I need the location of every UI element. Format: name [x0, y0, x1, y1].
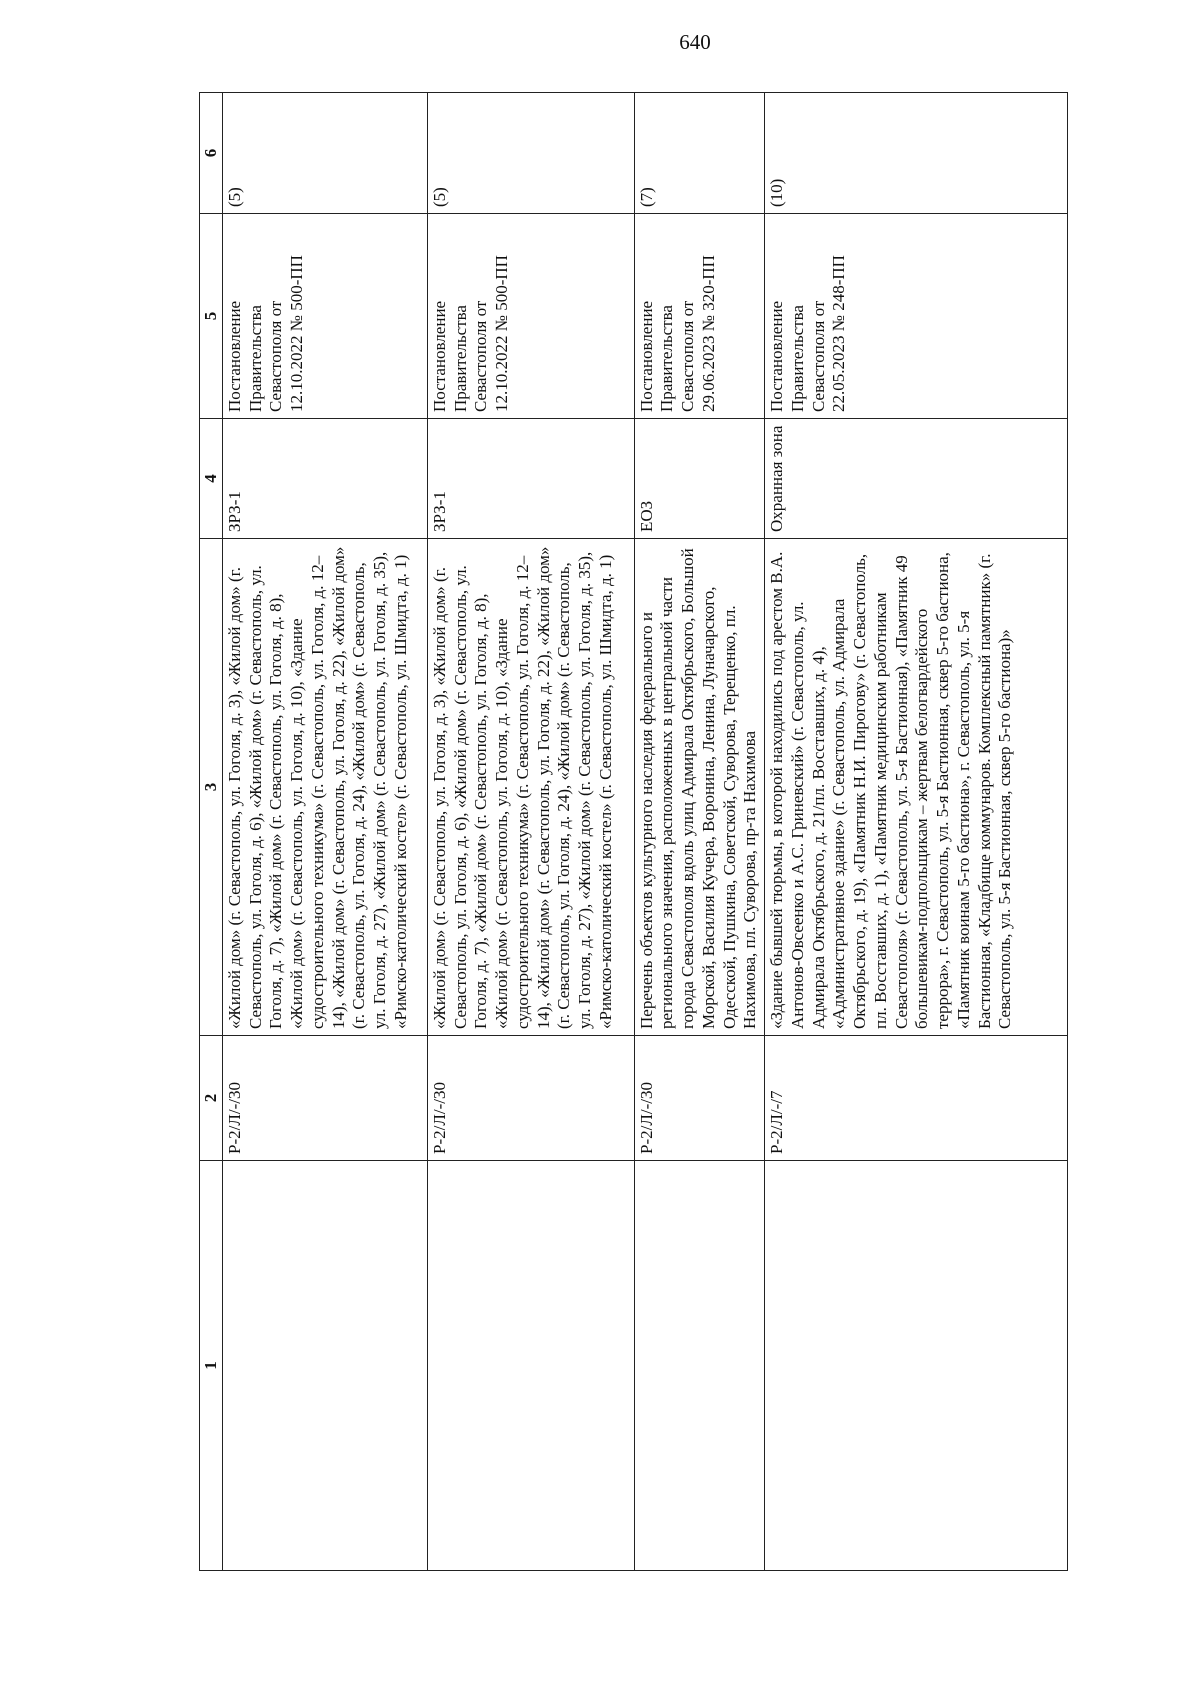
column-header-3: 3	[200, 539, 223, 1036]
table-row	[634, 93, 765, 1571]
cell-objects: «Здание бывшей тюрьмы, в которой находились под арестом В.А. Антонов-Овсеенко и А.С. Гриневский» (г. Севастополь, ул. Адмирала Октябрьского, д. 21/пл. Восставших, д. 4), «Административное здание» (г. Севастополь, ул. Адмирала Октябрьского, д. 19), «Памятник Н.И. Пирогову» (г. Севастополь, пл. Восставших, д. 1), «Памятник медицинским работникам Севастополя» (г. Севастополь, ул. 5-я Бастионная), «Памятник 49 большевикам-подпольщикам – жертвам белогвардейского террора», г. Севастополь, ул. 5-я Бастионная, сквер 5-го бастиона, «Памятник воинам 5-го бастиона», г. Севастополь, ул. 5-я Бастионная, «Кладбище коммунаров. Комплексный памятник» (г. Севастополь, ул. 5-я Бастионная, сквер 5-го бастиона)»	[765, 539, 1068, 1036]
table-row	[223, 93, 428, 1571]
table-header-row	[200, 93, 223, 1571]
column-header-2: 2	[200, 1036, 223, 1161]
cell-col1	[427, 1161, 634, 1571]
cell-zone-code: Р-2/Л/-/30	[223, 1036, 428, 1161]
cell-zone-code: Р-2/Л/-/7	[765, 1036, 1068, 1161]
cell-objects: Перечень объектов культурного наследия федерального и регионального значения, расположенных в центральной части города Севастополя вдоль улиц Адмирала Октябрьского, Большой Морской, Василия Кучера, Воронина, Ленина, Луначарского, Одесской, Пушкина, Советской, Суворова, Терещенко, пл. Нахимова, пл. Суворова, пр-та Нахимова	[634, 539, 765, 1036]
page-number: 640	[679, 30, 711, 54]
cell-col1	[634, 1161, 765, 1571]
cell-zone-type: Охранная зона	[765, 419, 1068, 539]
cell-zone-code: Р-2/Л/-/30	[634, 1036, 765, 1161]
column-header-5: 5	[200, 214, 223, 419]
cell-reference: (10)	[765, 93, 1068, 214]
cell-zone-code: Р-2/Л/-/30	[427, 1036, 634, 1161]
cell-col1	[765, 1161, 1068, 1571]
cell-objects: «Жилой дом» (г. Севастополь, ул. Гоголя, д. 3), «Жилой дом» (г. Севастополь, ул. Гоголя, д. 6), «Жилой дом» (г. Севастополь, ул. Гоголя, д. 7), «Жилой дом» (г. Севастополь, ул. Гоголя, д. 8), «Жилой дом» (г. Севастополь, ул. Гоголя, д. 10), «Здание судостроительного техникума» (г. Севастополь, ул. Гоголя, д. 12–14), «Жилой дом» (г. Севастополь, ул. Гоголя, д. 22), «Жилой дом» (г. Севастополь, ул. Гоголя, д. 24), «Жилой дом» (г. Севастополь, ул. Гоголя, д. 27), «Жилой дом» (г. Севастополь, ул. Гоголя, д. 35), «Римско-католический костел» (г. Севастополь, ул. Шмидта, д. 1)	[427, 539, 634, 1036]
cell-zone-type: ЗРЗ-1	[223, 419, 428, 539]
cell-zone-type: ЗРЗ-1	[427, 419, 634, 539]
cell-document: Постановление Правительства Севастополя от 22.05.2023 № 248-ПП	[765, 214, 1068, 419]
column-header-4: 4	[200, 419, 223, 539]
cell-reference: (7)	[634, 93, 765, 214]
cell-document: Постановление Правительства Севастополя от 29.06.2023 № 320-ПП	[634, 214, 765, 419]
data-table	[199, 92, 1068, 1571]
cell-zone-type: ЕОЗ	[634, 419, 765, 539]
column-header-6: 6	[200, 93, 223, 214]
column-header-1: 1	[200, 1161, 223, 1571]
cell-col1	[223, 1161, 428, 1571]
rotated-table-container	[199, 93, 1068, 1571]
table-row	[427, 93, 634, 1571]
table-row	[765, 93, 1068, 1571]
cell-objects: «Жилой дом» (г. Севастополь, ул. Гоголя, д. 3), «Жилой дом» (г. Севастополь, ул. Гоголя, д. 6), «Жилой дом» (г. Севастополь, ул. Гоголя, д. 7), «Жилой дом» (г. Севастополь, ул. Гоголя, д. 8), «Жилой дом» (г. Севастополь, ул. Гоголя, д. 10), «Здание судостроительного техникума» (г. Севастополь, ул. Гоголя, д. 12–14), «Жилой дом» (г. Севастополь, ул. Гоголя, д. 22), «Жилой дом» (г. Севастополь, ул. Гоголя, д. 24), «Жилой дом» (г. Севастополь, ул. Гоголя, д. 27), «Жилой дом» (г. Севастополь, ул. Гоголя, д. 35), «Римско-католический костел» (г. Севастополь, ул. Шмидта, д. 1)	[223, 539, 428, 1036]
cell-reference: (5)	[427, 93, 634, 214]
cell-reference: (5)	[223, 93, 428, 214]
cell-document: Постановление Правительства Севастополя от 12.10.2022 № 500-ПП	[223, 214, 428, 419]
cell-document: Постановление Правительства Севастополя от 12.10.2022 № 500-ПП	[427, 214, 634, 419]
